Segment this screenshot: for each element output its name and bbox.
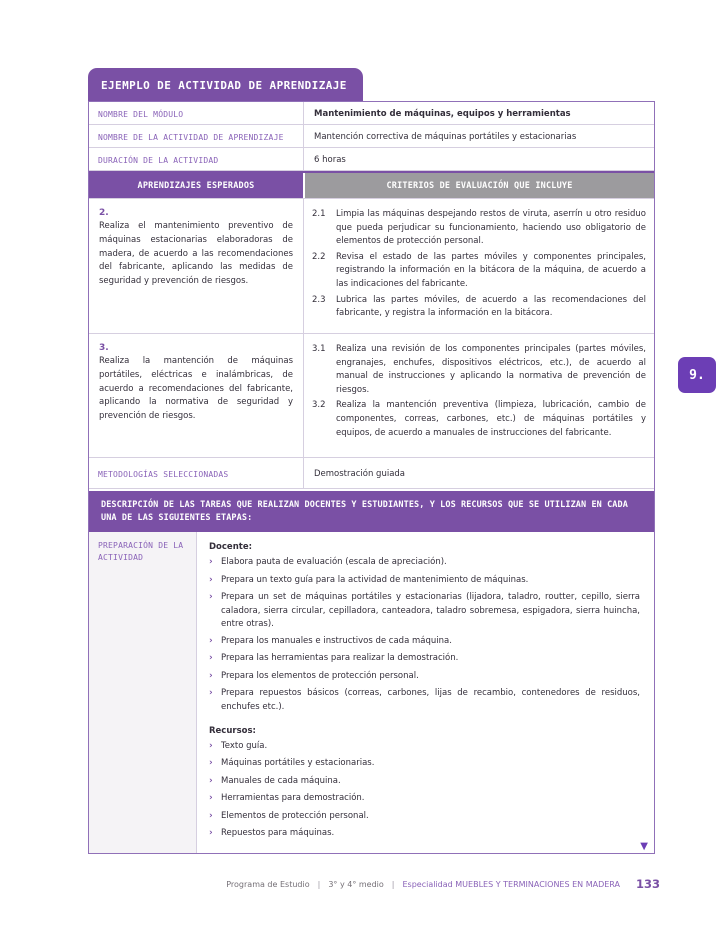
- list-item: [209, 740, 640, 754]
- criterion-item: [312, 343, 646, 397]
- preparation-section: [89, 532, 654, 852]
- chevron-bullet-icon: ›: [209, 592, 213, 603]
- continuation-down-arrow-icon: ▼: [640, 840, 648, 852]
- criterion-text: Limpia las máquinas despejando restos de viruta, aserrín u otro residuo que pueda perjudicar su funcionamiento, haciendo uso obligatorio de elementos de protección personal.: [336, 209, 646, 247]
- list-item: [209, 635, 640, 649]
- list-item: [209, 591, 640, 631]
- description-band: DESCRIPCIÓN DE LAS TAREAS QUE REALIZAN DOCENTES Y ESTUDIANTES, Y LOS RECURSOS QUE SE UTILIZAN EN CADA UNA DE LAS SIGUIENTES ETAPAS:: [89, 491, 654, 532]
- list-item-text: Herramientas para demostración.: [221, 793, 365, 804]
- criterion-text: Lubrica las partes móviles, de acuerdo a las recomendaciones del fabricante, y registra la información en la bitácora.: [336, 294, 646, 319]
- table-row-module: [89, 102, 654, 125]
- objective-number: 3.: [99, 343, 109, 353]
- chevron-bullet-icon: ›: [209, 793, 213, 804]
- list-item: [209, 574, 640, 588]
- list-item-text: Elabora pauta de evaluación (escala de apreciación).: [221, 557, 447, 568]
- list-item: [209, 757, 640, 771]
- list-item-text: Prepara repuestos básicos (correas, carbones, lijas de recambio, contenedores de residuos, enchufes etc.).: [221, 688, 640, 712]
- footer-separator: |: [317, 879, 321, 889]
- resources-heading: Recursos:: [209, 725, 256, 736]
- list-item-text: Prepara los elementos de protección personal.: [221, 670, 419, 681]
- document-page: [88, 68, 655, 854]
- methodology-value: Demostración guiada: [303, 458, 654, 488]
- page-footer: [226, 877, 660, 891]
- objective-text: Realiza la mantención de máquinas portátiles, eléctricas e inalámbricas, de acuerdo a recomendaciones del fabricante, aplicando la normativa de seguridad y prevención de riesgos.: [99, 356, 293, 422]
- table-row-objective-2: [89, 199, 654, 334]
- table-row-objective-3: [89, 334, 654, 458]
- chevron-bullet-icon: ›: [209, 635, 213, 646]
- list-item: [209, 687, 640, 713]
- teacher-heading: Docente:: [209, 542, 252, 553]
- module-label: NOMBRE DEL MÓDULO: [98, 109, 184, 119]
- list-item-text: Prepara los manuales e instructivos de cada máquina.: [221, 635, 452, 646]
- table-row-methodology: [89, 458, 654, 489]
- footer-specialty: Especialidad MUEBLES Y TERMINACIONES EN MADERA: [402, 879, 620, 889]
- expected-learning-cell: [89, 334, 303, 457]
- chevron-bullet-icon: ›: [209, 574, 213, 585]
- criterion-item: [312, 399, 646, 440]
- methodology-label: METODOLOGÍAS SELECCIONADAS: [98, 469, 229, 479]
- activity-name-value: Mantención correctiva de máquinas portátiles y estacionarias: [303, 125, 654, 147]
- chevron-bullet-icon: ›: [209, 775, 213, 786]
- criteria-cell: [303, 199, 654, 333]
- criterion-item: [312, 294, 646, 321]
- list-item: [209, 827, 640, 841]
- page-title: EJEMPLO DE ACTIVIDAD DE APRENDIZAJE: [88, 68, 363, 101]
- chevron-bullet-icon: ›: [209, 810, 213, 821]
- list-item: [209, 775, 640, 789]
- preparation-label: PREPARACIÓN DE LA ACTIVIDAD: [89, 532, 196, 852]
- table-row-activity-name: [89, 125, 654, 148]
- criterion-number: 2.2: [312, 251, 326, 262]
- list-item-text: Prepara un set de máquinas portátiles y estacionarias (lijadora, taladro, routter, cepillo, sierra caladora, sierra circular, cepilladora, canteadora, taladro sobremesa, espigadora, sierra huincha, entre otras).: [221, 592, 640, 629]
- objective-number: 2.: [99, 208, 109, 218]
- criterion-item: [312, 208, 646, 249]
- matrix-header-row: [89, 171, 654, 199]
- module-value: Mantenimiento de máquinas, equipos y herramientas: [303, 102, 654, 124]
- expected-learning-cell: [89, 199, 303, 333]
- criterion-number: 2.1: [312, 209, 326, 219]
- criterion-number: 3.1: [312, 344, 326, 354]
- criterion-text: Realiza la mantención preventiva (limpieza, lubricación, cambio de componentes, correas, carbones, etc.) de máquinas portátiles y equipos, de acuerdo a manuales de instrucciones del fabricante.: [336, 400, 646, 438]
- criterion-number: 2.3: [312, 294, 326, 305]
- activity-name-label: NOMBRE DE LA ACTIVIDAD DE APRENDIZAJE: [98, 132, 284, 142]
- criterion-text: Revisa el estado de las partes móviles y componentes principales, registrando la información en la bitácora de la máquina, de acuerdo a las indicaciones del fabricante.: [336, 251, 646, 289]
- criterion-item: [312, 251, 646, 292]
- duration-value: 6 horas: [303, 148, 654, 170]
- objective-text: Realiza el mantenimiento preventivo de máquinas estacionarias elaboradoras de madera, de acuerdo a las recomendaciones del fabricante, aplicando las medidas de seguridad y prevención de riesgos.: [99, 221, 293, 287]
- list-item: [209, 556, 640, 570]
- table-row-duration: [89, 148, 654, 171]
- footer-grade: 3° y 4° medio: [328, 879, 384, 889]
- chapter-number-tab: 9.: [678, 357, 716, 393]
- list-item-text: Manuales de cada máquina.: [221, 775, 341, 786]
- chevron-bullet-icon: ›: [209, 740, 213, 751]
- chevron-bullet-icon: ›: [209, 557, 213, 568]
- chevron-bullet-icon: ›: [209, 653, 213, 664]
- list-item-text: Texto guía.: [221, 740, 268, 751]
- list-item-text: Prepara las herramientas para realizar la demostración.: [221, 653, 459, 664]
- footer-program-title: Programa de Estudio: [226, 879, 310, 889]
- evaluation-criteria-header: CRITERIOS DE EVALUACIÓN QUE INCLUYE: [303, 173, 654, 198]
- chevron-bullet-icon: ›: [209, 688, 213, 699]
- duration-label: DURACIÓN DE LA ACTIVIDAD: [98, 155, 219, 165]
- list-item-text: Elementos de protección personal.: [221, 810, 369, 821]
- preparation-content: [196, 532, 654, 852]
- criterion-text: Realiza una revisión de los componentes principales (partes móviles, engranajes, enchufes, dispositivos eléctricos, etc.), de acuerdo al manual de instrucciones y aplicando la normativa de prevención de riesgos.: [336, 344, 646, 395]
- footer-separator: |: [391, 879, 395, 889]
- chevron-bullet-icon: ›: [209, 758, 213, 769]
- list-item: [209, 652, 640, 666]
- expected-learning-header: APRENDIZAJES ESPERADOS: [89, 173, 303, 198]
- criterion-number: 3.2: [312, 400, 326, 411]
- criteria-cell: [303, 334, 654, 457]
- activity-table: [88, 101, 655, 854]
- chevron-bullet-icon: ›: [209, 670, 213, 681]
- list-item: [209, 792, 640, 806]
- list-item-text: Máquinas portátiles y estacionarias.: [221, 758, 375, 769]
- list-item: [209, 670, 640, 684]
- list-item-text: Prepara un texto guía para la actividad de mantenimiento de máquinas.: [221, 574, 529, 585]
- list-item-text: Repuestos para máquinas.: [221, 828, 335, 839]
- list-item: [209, 810, 640, 824]
- page-number: 133: [635, 877, 660, 891]
- chevron-bullet-icon: ›: [209, 828, 213, 839]
